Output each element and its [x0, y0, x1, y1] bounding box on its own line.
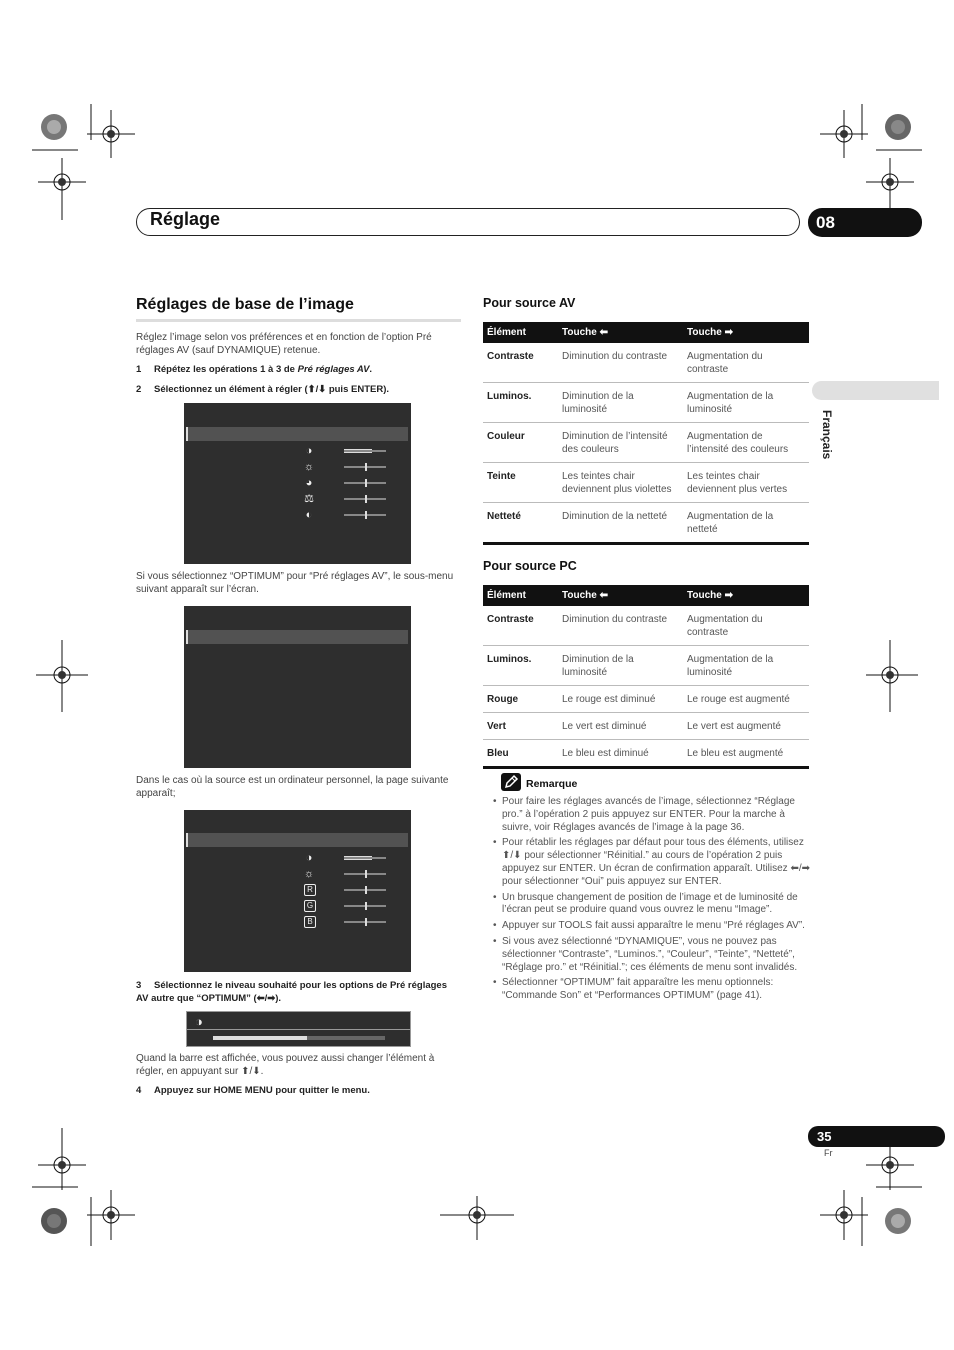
table-cell: Teinte	[483, 463, 558, 503]
table-cell: Couleur	[483, 423, 558, 463]
menu-highlight-bar	[186, 427, 408, 441]
table-cell: Diminution de la netteté	[558, 503, 683, 544]
table-cell: Le bleu est augmenté	[683, 740, 809, 768]
red-icon: R	[304, 884, 316, 896]
table-cell: Vert	[483, 713, 558, 740]
step-text: Appuyez sur HOME MENU pour quitter le menu.	[154, 1085, 370, 1096]
table-cell: Diminution du contraste	[558, 606, 683, 646]
step-text: Sélectionnez un élément à régler (⬆/⬇ puis ENTER).	[154, 384, 389, 395]
footer-language: Fr	[824, 1148, 833, 1158]
col-header: Touche ➡	[683, 322, 809, 343]
list-item: • Sélectionner “OPTIMUM” fait apparaître les menu optionnels: “Commande Son” et “Performances OPTIMUM” (page 41).	[493, 977, 811, 1003]
table-cell: Le rouge est augmenté	[683, 686, 809, 713]
brightness-icon: ☼	[303, 868, 315, 880]
col-header: Touche ⬅	[558, 585, 683, 606]
menu-highlight-bar	[186, 630, 408, 644]
table-cell: Contraste	[483, 343, 558, 383]
table-row	[483, 606, 809, 646]
menu-row-green	[302, 899, 392, 913]
step-number: 4	[136, 1085, 142, 1096]
slider-knob	[365, 479, 367, 487]
table-cell: Le vert est diminué	[558, 713, 683, 740]
step-3	[136, 979, 461, 1005]
table-cell: Le bleu est diminué	[558, 740, 683, 768]
slider-knob	[365, 886, 367, 894]
menu-screen-optimum	[184, 606, 411, 768]
list-item: • Pour faire les réglages avancés de l’image, sélectionnez “Réglage pro.” à l’opération 2 puis appuyez sur ENTER. Pour la marche à suivre, voir Réglages avancés de l’image à la page 36.	[493, 796, 811, 834]
pc-table-title: Pour source PC	[483, 559, 577, 573]
green-icon: G	[304, 900, 316, 912]
slider-knob	[365, 463, 367, 471]
step-2	[136, 383, 461, 396]
blue-icon: B	[304, 916, 316, 928]
menu-row-contrast	[302, 444, 392, 458]
table-cell: Augmentation de l’intensité des couleurs	[683, 423, 809, 463]
table-header	[483, 322, 809, 343]
pc-paragraph: Dans le cas où la source est un ordinateur personnel, la page suivante apparaît;	[136, 775, 449, 799]
table-cell: Augmentation du contraste	[683, 343, 809, 383]
table-cell: Les teintes chair deviennent plus violettes	[558, 463, 683, 503]
col-header: Touche ➡	[683, 585, 809, 606]
step-number: 1	[136, 364, 142, 375]
col-header: Élément	[483, 322, 558, 343]
step-text: Sélectionnez le niveau souhaité pour les options de Pré réglages AV autre que “OPTIMUM” (⬅/➡).	[136, 980, 447, 1004]
table-row	[483, 503, 809, 544]
slider-track	[344, 857, 386, 859]
table-row	[483, 383, 809, 423]
section-title: Réglages de base de l’image	[136, 296, 354, 313]
page-title: Réglage	[150, 209, 221, 229]
table-header	[483, 585, 809, 606]
table-cell: Augmentation de la netteté	[683, 503, 809, 544]
slider-knob	[365, 918, 367, 926]
language-tab	[812, 381, 939, 400]
pc-table	[483, 585, 809, 769]
list-item: • Appuyer sur TOOLS fait aussi apparaître le menu “Pré réglages AV”.	[493, 920, 811, 933]
slider-knob	[365, 870, 367, 878]
table-row	[483, 646, 809, 686]
table-row	[483, 423, 809, 463]
chapter-number: 08	[808, 208, 922, 237]
list-item: • Un brusque changement de position de l’image et de luminosité de l’écran peut se produire quand vous ouvrez le menu “Image”.	[493, 892, 811, 918]
note-title: Remarque	[526, 778, 578, 790]
slider-knob	[365, 511, 367, 519]
slider-knob	[365, 902, 367, 910]
menu-row-brightness	[302, 460, 392, 474]
menu-highlight-bar	[186, 833, 408, 847]
contrast-icon: ◑	[305, 852, 313, 864]
note-list	[493, 796, 811, 1006]
step-end: .	[369, 364, 373, 375]
table-cell: Diminution du contraste	[558, 343, 683, 383]
slider-track	[344, 450, 386, 452]
color-icon: ◕	[305, 477, 313, 489]
sharpness-icon: ◐	[305, 509, 313, 521]
table-row	[483, 713, 809, 740]
level-divider	[187, 1029, 410, 1030]
table-cell: Luminos.	[483, 646, 558, 686]
table-cell: Luminos.	[483, 383, 558, 423]
contrast-icon: ◑	[305, 445, 313, 457]
brightness-icon: ☼	[303, 461, 315, 473]
menu-row-blue	[302, 915, 392, 929]
list-item: • Si vous avez sélectionné “DYNAMIQUE”, vous ne pouvez pas sélectionner “Contraste”, “Luminos.”, “Couleur”, “Teinte”, “Netteté”, “Réglage pro.” et “Réinitial.”; ces éléments de menu sont invalidés.	[493, 936, 811, 974]
table-cell: Rouge	[483, 686, 558, 713]
optimum-paragraph: Si vous sélectionnez “OPTIMUM” pour “Pré réglages AV”, le sous-menu suivant apparaît sur l’écran.	[136, 571, 454, 595]
table-cell: Diminution de la luminosité	[558, 383, 683, 423]
menu-row-color	[302, 476, 392, 490]
contrast-icon: ◑	[195, 1014, 203, 1029]
table-cell: Netteté	[483, 503, 558, 544]
menu-row-sharpness	[302, 508, 392, 522]
page-number: 35	[808, 1126, 945, 1147]
table-row	[483, 686, 809, 713]
intro-paragraph: Réglez l’image selon vos préférences et en fonction de l’option Pré réglages AV (sauf DYNAMIQUE) retenue.	[136, 332, 432, 356]
col-header: Élément	[483, 585, 558, 606]
tint-icon: ⚖	[304, 493, 314, 505]
menu-row-red	[302, 883, 392, 897]
table-row	[483, 463, 809, 503]
slider-knob	[365, 495, 367, 503]
av-table-title: Pour source AV	[483, 296, 576, 310]
menu-row-tint	[302, 492, 392, 506]
table-cell: Le rouge est diminué	[558, 686, 683, 713]
step-text: Répétez les opérations 1 à 3 de	[154, 364, 298, 375]
language-label: Français	[820, 410, 834, 460]
av-table	[483, 322, 809, 545]
menu-row-contrast	[302, 851, 392, 865]
bar-paragraph: Quand la barre est affichée, vous pouvez aussi changer l’élément à régler, en appuyant sur ⬆/⬇.	[136, 1053, 435, 1077]
level-bar	[186, 1011, 411, 1047]
pencil-icon	[501, 773, 521, 791]
menu-row-brightness	[302, 867, 392, 881]
table-cell: Contraste	[483, 606, 558, 646]
table-cell: Augmentation de la luminosité	[683, 383, 809, 423]
table-cell: Augmentation de la luminosité	[683, 646, 809, 686]
table-cell: Bleu	[483, 740, 558, 768]
menu-screen-av	[184, 403, 411, 564]
section-rule	[136, 319, 461, 322]
table-row	[483, 740, 809, 768]
header-frame	[136, 208, 800, 236]
table-cell: Le vert est augmenté	[683, 713, 809, 740]
step-number: 3	[136, 980, 142, 991]
col-header: Touche ⬅	[558, 322, 683, 343]
table-cell: Diminution de l’intensité des couleurs	[558, 423, 683, 463]
step-italic: Pré réglages AV	[297, 364, 370, 375]
step-1	[136, 363, 461, 376]
table-cell: Les teintes chair deviennent plus vertes	[683, 463, 809, 503]
table-row	[483, 343, 809, 383]
level-fill	[213, 1036, 307, 1040]
table-cell: Augmentation du contraste	[683, 606, 809, 646]
menu-screen-pc	[184, 810, 411, 972]
table-cell: Diminution de la luminosité	[558, 646, 683, 686]
step-number: 2	[136, 384, 142, 395]
step-4	[136, 1084, 461, 1097]
list-item: • Pour rétablir les réglages par défaut pour tous des éléments, utilisez ⬆/⬇ pour sélectionner “Réinitial.” au cours de l’opération 2 puis appuyez sur ENTER. Un écran de confirmation apparaît. Utilisez ⬅/➡ pour sélectionner “Oui” puis appuyez sur ENTER.	[493, 837, 811, 888]
